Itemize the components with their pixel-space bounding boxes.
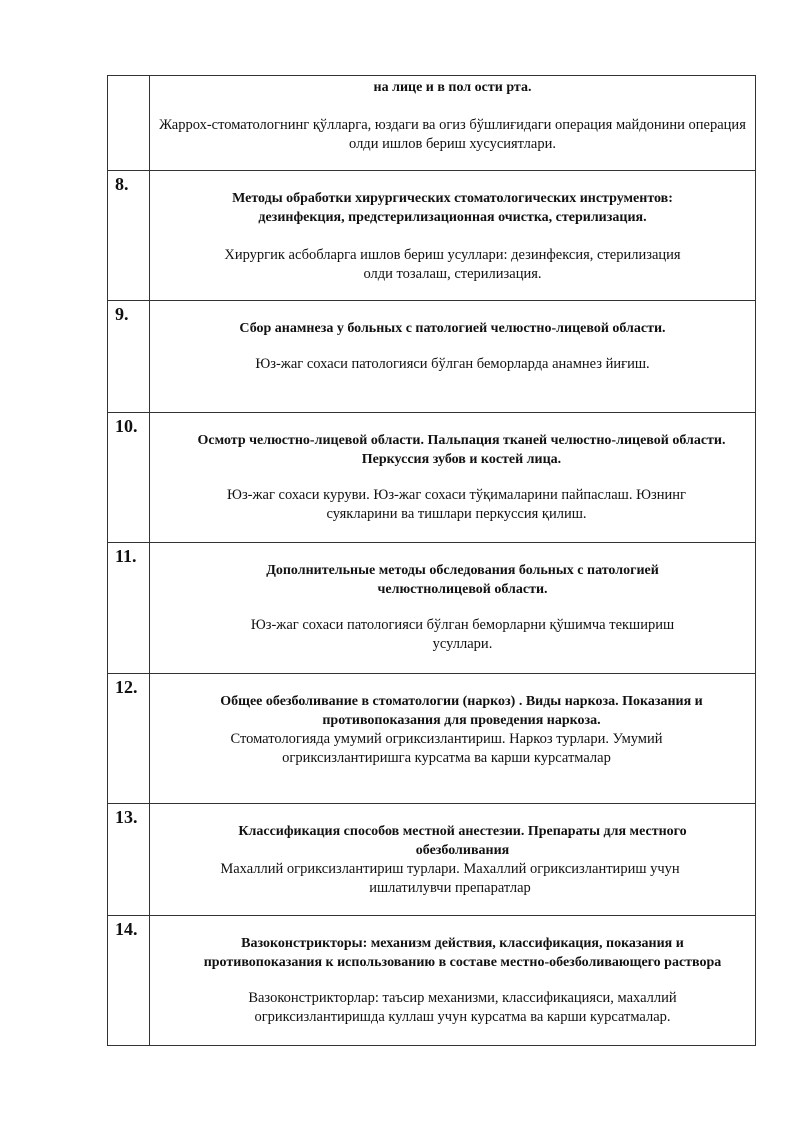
table-row <box>108 301 756 413</box>
table-row <box>108 674 756 804</box>
topic-title-ru: Общее обезболивание в стоматологии (наркоз) . Виды наркоза. Показания и противопоказания для проведения наркоза. <box>220 694 703 728</box>
topic-title-uz: Юз-жаг сохаси патологияси бўлган беморларда анамнез йиғиш. <box>255 356 650 372</box>
table-row <box>108 804 756 916</box>
topic-title-ru: Сбор анамнеза у больных с патологией челюстно-лицевой области. <box>239 321 666 336</box>
topic-title-ru: Классификация способов местной анестезии. Препараты для местного обезболивания <box>238 824 687 858</box>
table-row <box>108 543 756 674</box>
topics-table <box>107 75 756 1046</box>
topic-title-ru: Вазоконстрикторы: механизм действия, классификация, показания и противопоказания к использованию в составе местно-обезболивающего раствора <box>203 936 722 970</box>
row-content <box>150 76 756 170</box>
row-content <box>150 301 756 412</box>
topic-title-uz: Юз-жаг сохаси патологияси бўлган беморларни қўшимча текшириш усуллари. <box>250 617 675 652</box>
topic-title-uz: Стоматологияда умумий огриксизлантириш. Наркоз турлари. Умумий огриксизлантиришга курсатма ва карши курсатмалар <box>230 731 663 766</box>
row-number: 12. <box>108 674 150 803</box>
row-content <box>150 171 756 300</box>
table-row <box>108 171 756 301</box>
row-number: 10. <box>108 413 150 542</box>
topic-title-ru: Методы обработки хирургических стоматологических инструментов: дезинфекция, предстерилизационная очистка, стерилизация. <box>232 191 673 225</box>
topic-title-ru: на лице и в пол ости рта. <box>373 80 532 95</box>
topic-title-uz: Махаллий огриксизлантириш турлари. Махаллий огриксизлантириш учун ишлатилувчи препаратлар <box>220 861 680 896</box>
table-row <box>108 413 756 543</box>
row-number: 13. <box>108 804 150 915</box>
table-row <box>108 916 756 1046</box>
row-content <box>150 674 756 803</box>
row-content <box>150 543 756 673</box>
row-number: 11. <box>108 543 150 673</box>
topic-title-ru: Осмотр челюстно-лицевой области. Пальпация тканей челюстно-лицевой области. Перкуссия зубов и костей лица. <box>197 433 726 467</box>
topic-title-uz: Хирургик асбобларга ишлов бериш усуллари: дезинфексия, стерилизация олди тозалаш, стерилизация. <box>224 247 681 282</box>
topic-title-ru: Дополнительные методы обследования больных с патологией челюстнолицевой области. <box>266 563 659 597</box>
row-content <box>150 916 756 1045</box>
row-content <box>150 413 756 542</box>
topic-title-uz: Юз-жаг сохаси куруви. Юз-жаг сохаси тўқималарини пайпаслаш. Юзнинг суякларини ва тишлари перкуссия қилиш. <box>227 487 686 522</box>
row-content <box>150 804 756 915</box>
row-number: 14. <box>108 916 150 1045</box>
table-row <box>108 76 756 171</box>
topic-title-uz: Вазоконстрикторлар: таъсир механизми, классификацияси, махаллий огриксизлантиришда куллаш учун курсатма ва карши курсатмалар. <box>248 990 677 1025</box>
row-number: 8. <box>108 171 150 300</box>
row-number: 9. <box>108 301 150 412</box>
topic-title-uz: Жаррох-стоматологнинг қўлларга, юздаги ва огиз бўшлиғидаги операция майдонини операция олди ишлов бериш хусусиятлари. <box>159 117 746 152</box>
row-number <box>108 76 150 170</box>
